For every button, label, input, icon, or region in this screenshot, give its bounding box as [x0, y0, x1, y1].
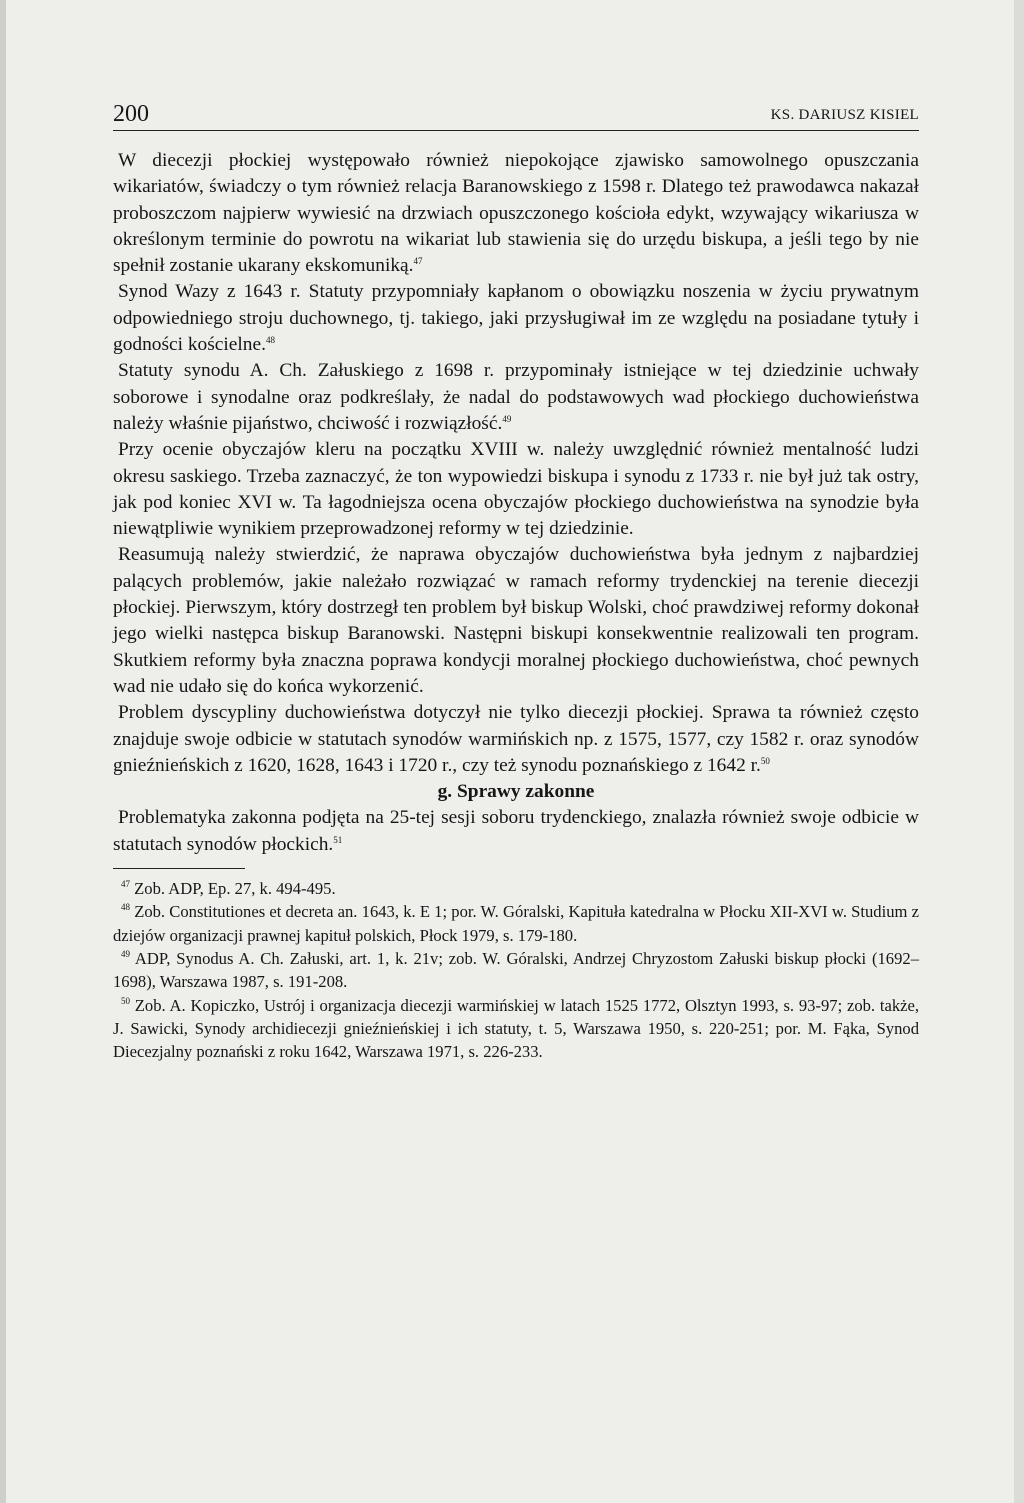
paragraph-3: Statuty synodu A. Ch. Załuskiego z 1698 r. przypominały istniejące w tej dziedzinie uchwały soborowe i synodalne oraz podkreślały, że nadal do podstawowych wad płockiego duchowieństwa należy właśnie pijaństwo, chciwość i rozwiązłość.$^{49}$ — [113, 360, 919, 434]
footnote-47: $^{47}$ Zob. ADP, Ep. 27, k. 494-495. — [121, 879, 336, 899]
footnote-ref-47: 47 — [413, 256, 423, 267]
section-heading: g. Sprawy zakonne — [437, 781, 595, 803]
page-header — [113, 97, 919, 131]
footnote-49: $^{49}$ ADP, Synodus A. Ch. Załuski, art. 1, k. 21v; zob. W. Góralski, Andrzej Chryzostom Załuski biskup płocki (1692–1698), Warszawa 1987, s. 191-208. — [113, 948, 919, 992]
header-rule — [113, 130, 919, 131]
paragraph-4: Przy ocenie obyczajów kleru na początku XVIII w. należy uwzględnić również mentalność ludzi okresu saskiego. Trzeba zaznaczyć, że ton wypowiedzi biskupa i synodu z 1733 r. nie był już tak ostry, jak pod koniec XVI w. Ta łagodniejsza ocena obyczajów płockiego duchowieństwa na synodzie była niewątpliwie wynikiem przeprowadzonej reformy w tej dziedzinie. — [113, 439, 919, 540]
paragraph-1: W diecezji płockiej występowało również niepokojące zjawisko samowolnego opuszczania wikariatów, świadczy o tym również relacja Baranowskiego z 1598 r. Dlatego też prawodawca nakazał proboszczom najpierw wywiesić na drzwiach opuszczonego kościoła edykt, wzywający wikariusza w określonym terminie do powrotu na wikariat lub stawienia się do urzędu biskupa, a jeśli tego by nie spełnił zostanie ukarany ekskomuniką.$^{47}$ — [113, 150, 919, 277]
footnote-ref-50: 50 — [760, 755, 770, 766]
page-edge-left — [0, 0, 6, 1503]
footnote-ref-49: 49 — [502, 413, 512, 424]
section-paragraph: Problematyka zakonna podjęta na 25-tej sesji soboru trydenckiego, znalazła również swoje odbicie w statutach synodów płockich.$^{51}$ — [113, 807, 919, 855]
footnotes — [113, 877, 919, 1063]
paragraph-5: Reasumują należy stwierdzić, że naprawa obyczajów duchowieństwa była jednym z najbardziej palących problemów, jakie należało rozwiązać w ramach reformy trydenckiej na terenie diecezji płockiej. Pierwszym, który dostrzegł ten problem był biskup Wolski, choć prawdziwej reformy dokonał jego wielki następca biskup Baranowski. Następni biskupi konsekwentnie realizowali ten program. Skutkiem reformy była znaczna poprawa kondycji moralnej płockiego duchowieństwa, choć pewnych wad nie udało się do końca wykorzenić. — [113, 544, 919, 697]
footnote-48: $^{48}$ Zob. Constitutiones et decreta an. 1643, k. E 1; por. W. Góralski, Kapituła katedralna w Płocku XII-XVI w. Studium z dziejów organizacji prawnej kapituł polskich, Płock 1979, s. 179-180. — [113, 902, 919, 945]
running-head: KS. DARIUSZ KISIEL — [770, 107, 919, 123]
footnote-separator — [113, 868, 245, 869]
footnote-50: $^{50}$ Zob. A. Kopiczko, Ustrój i organizacja diecezji warmińskiej w latach 1525 1772, Olsztyn 1993, s. 93-97; zob. także, J. Sawicki, Synody archidiecezji gnieźnieńskiej i ich statuty, t. 5, Warszawa 1950, s. 220-251; por. M. Fąka, Synod Diecezjalny poznański z roku 1642, Warszawa 1971, s. 226-233. — [113, 995, 919, 1062]
footnote-ref-51: 51 — [333, 834, 343, 845]
page-number: 200 — [113, 101, 149, 127]
paragraph-2: Synod Wazy z 1643 r. Statuty przypomniały kapłanom o obowiązku noszenia w życiu prywatnym odpowiedniego stroju duchownego, tj. takiego, jaki przysługiwał im ze względu na posiadane tytuły i godności kościelne.$^{48}$ — [113, 281, 919, 356]
body-text — [113, 148, 919, 1063]
page-edge-right — [1014, 0, 1024, 1503]
paragraph-6: Problem dyscypliny duchowieństwa dotyczył nie tylko diecezji płockiej. Sprawa ta również często znajduje swoje odbicie w statutach synodów warmińskich np. z 1575, 1577, czy 1582 r. oraz synodów gnieźnieńskich z 1620, 1628, 1643 i 1720 r., czy też synodu poznańskiego z 1642 r.$^{50}$ — [113, 702, 919, 776]
footnote-ref-48: 48 — [265, 335, 275, 346]
